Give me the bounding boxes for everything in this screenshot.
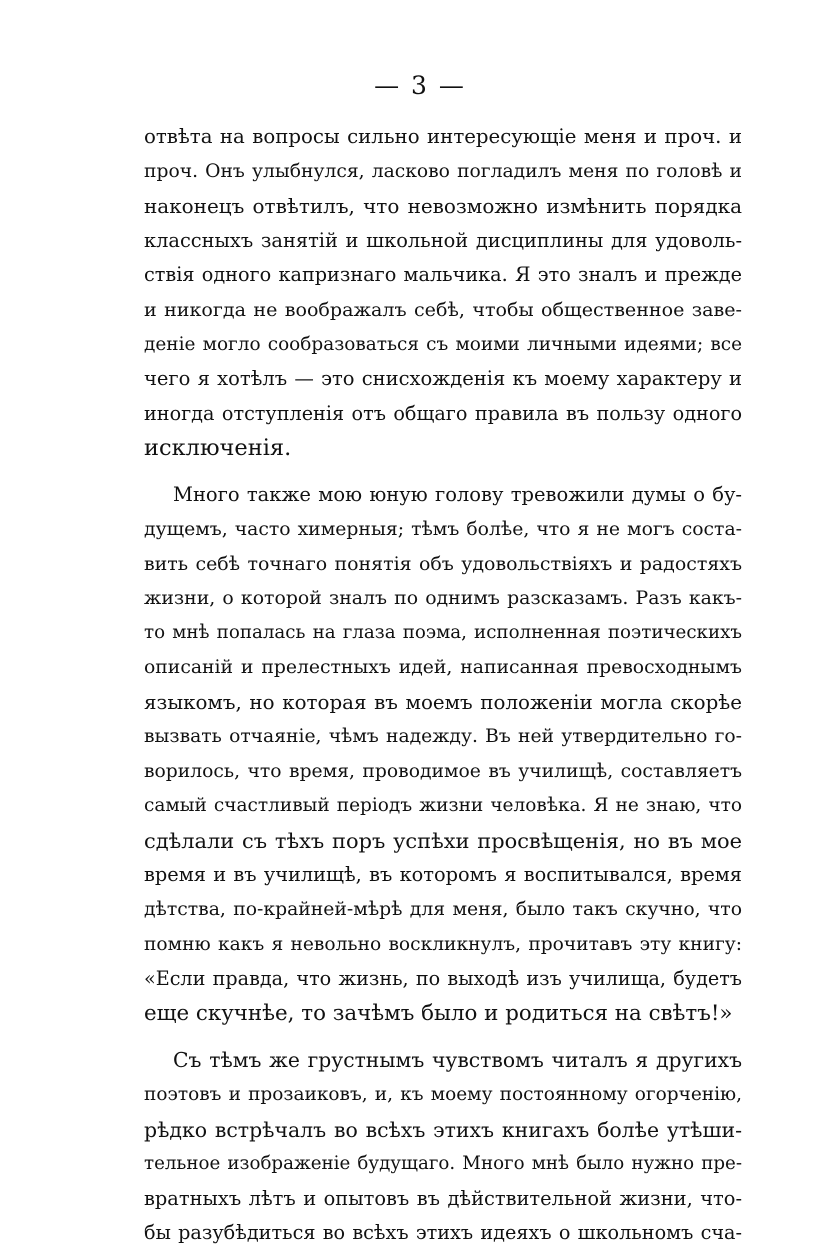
paragraph-gap [144,466,742,478]
text-line: деніе могло сообразоваться съ моими личными идеями; все [144,333,742,355]
page-number: — 3 — [374,71,466,100]
text-line: исключенія. [144,435,292,462]
text-line: тельное изображеніе будущаго. Много мнѣ было нужно пре- [144,1153,742,1175]
text-line: дущемъ, часто химерныя; тѣмъ болѣе, что я не могъ соста- [144,518,742,540]
paragraph [144,1043,742,1251]
paragraph-gap [144,1031,742,1043]
text-line: рѣдко встрѣчалъ во всѣхъ этихъ книгахъ болѣе утѣши- [144,1117,742,1142]
text-line: поэтовъ и прозаиковъ, и, къ моему постоянному огорченію, [144,1084,742,1106]
text-line: Много также мою юную голову тревожили думы о бу- [173,482,742,506]
paragraph [144,120,742,466]
text-line: ствія одного капризнаго мальчика. Я это зналъ и прежде [144,263,742,287]
text-line: наконецъ отвѣтилъ, что невозможно измѣнить порядка [144,194,742,219]
text-line: то мнѣ попалась на глаза поэма, исполненная поэтическихъ [144,622,742,644]
text-line: вызвать отчаяніе, чѣмъ надежду. Въ ней утвердительно го- [144,726,742,748]
text-line: бы разубѣдиться во всѣхъ этихъ идеяхъ о школьномъ сча- [144,1221,742,1245]
text-line: описаній и прелестныхъ идей, написанная превосходнымъ [144,656,742,678]
text-line: вратныхъ лѣтъ и опытовъ въ дѣйствительной жизни, что- [144,1186,742,1210]
text-line: чего я хотѣлъ — это снисхожденія къ моему характеру и [144,367,742,391]
text-line: жизни, о которой зналъ по однимъ разсказамъ. Разъ какъ- [144,587,742,609]
text-line: иногда отступленія отъ общаго правила въ пользу одного [144,401,742,425]
text-line: вить себѣ точнаго понятія объ удовольствіяхъ и радостяхъ [144,553,742,576]
text-line: Съ тѣмъ же грустнымъ чувствомъ читалъ я другихъ [173,1048,742,1073]
text-line: языкомъ, но которая въ моемъ положеніи могла скорѣе [144,690,742,714]
text-line: отвѣта на вопросы сильно интересующіе меня и проч. и [144,125,742,148]
text-line: дѣтства, по-крайней-мѣрѣ для меня, было такъ скучно, что [144,899,742,921]
paragraph [144,478,742,1032]
text-line: классныхъ занятій и школьной дисциплины для удоволь- [144,228,742,252]
text-line: ворилось, что время, проводимое въ училищѣ, составляетъ [144,760,742,782]
text-line: время и въ училищѣ, въ которомъ я воспитывался, время [144,863,742,887]
text-line: самый счастливый періодъ жизни человѣка. Я не знаю, что [144,795,742,817]
text-line: и никогда не воображалъ себѣ, чтобы общественное заве- [144,298,742,321]
text-line: сдѣлали съ тѣхъ поръ успѣхи просвѣщенія, но въ мое [144,828,742,853]
text-line: проч. Онъ улыбнулся, ласково погладилъ меня по головѣ и [144,160,742,182]
text-line: «Если правда, что жизнь, по выходѣ изъ училища, будетъ [144,967,742,991]
text-line: еще скучнѣе, то зачѣмъ было и родиться на свѣтъ!» [144,1000,733,1026]
text-line: помню какъ я невольно воскликнулъ, прочитавъ эту книгу: [144,933,742,955]
body-text [144,120,742,1251]
